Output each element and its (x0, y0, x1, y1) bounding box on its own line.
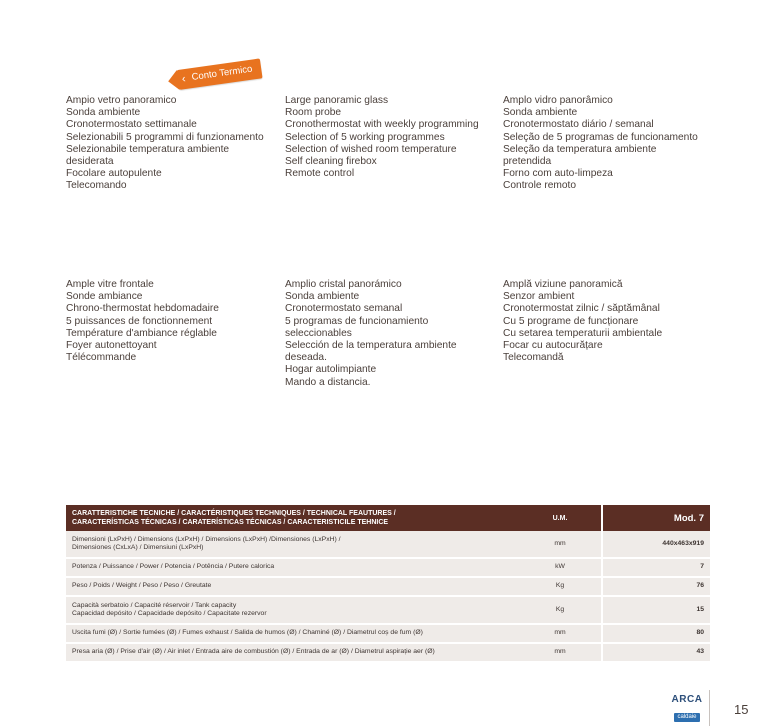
chevron-left-icon: ‹ (181, 72, 187, 86)
features-romanian (503, 279, 718, 364)
table-header-row (66, 505, 710, 531)
table-title (66, 505, 519, 531)
feature-item: Focolare autopulente (66, 168, 162, 180)
feature-item: Room probe (285, 107, 342, 119)
spec-value: 7 (602, 558, 710, 577)
feature-item: 5 programas de funcionamiento seleccionables (285, 315, 429, 339)
feature-item: Amplio cristal panorámico (285, 279, 402, 290)
table-title-line: CARATTERISTICHE TECNICHE / CARACTÉRISTIQUES TECHNIQUES / TECHNICAL FEAUTURES / (72, 510, 396, 517)
feature-item: Cronotermostato semanal (285, 303, 403, 315)
feature-item: Température d'ambiance réglable (66, 327, 217, 339)
feature-item: Self cleaning firebox (285, 156, 377, 168)
feature-item: Telecomando (66, 180, 127, 192)
model-column-header: Mod. 7 (602, 505, 710, 531)
features-french (66, 279, 281, 364)
feature-item: Sonda ambiente (285, 291, 360, 303)
spec-label: Peso / Poids / Weight / Peso / Peso / Greutate (66, 577, 519, 596)
feature-item: Chrono-thermostat hebdomadaire (66, 303, 219, 315)
feature-item: Mando a distancia. (285, 376, 371, 388)
spec-unit: kW (519, 558, 602, 577)
spec-label-line: Capacità serbatoio / Capacité réservoir / Tank capacity (72, 601, 237, 609)
feature-item: Selection of wished room temperature (285, 143, 457, 155)
spec-value: 80 (602, 624, 710, 643)
feature-item: Selección de la temperatura ambiente deseada. (285, 340, 457, 364)
logo-brand: ARCA (671, 694, 703, 705)
feature-item: Controle remoto (503, 180, 577, 192)
badge-label: Conto Termico (191, 63, 254, 84)
table-row (66, 596, 710, 624)
logo-subtitle: caldaie (674, 713, 699, 722)
feature-item: Telecomandă (503, 352, 564, 364)
features-italian (66, 95, 281, 193)
feature-item: Cronotermostato diário / semanal (503, 119, 654, 131)
spec-label-line: Dimensioni (LxPxH) / Dimensions (LxPxH) / Dimensions (LxPxH) /Dimensiones (LxPxH) / (72, 535, 341, 543)
spec-unit: mm (519, 643, 602, 662)
feature-item: Selection of 5 working programmes (285, 131, 445, 143)
features-portuguese (503, 95, 718, 193)
feature-item: Sonda ambiente (503, 107, 578, 119)
feature-item: Forno com auto-limpeza (503, 168, 613, 180)
technical-specs-table (66, 505, 710, 663)
feature-item: Ample vitre frontale (66, 279, 154, 290)
feature-item: Cu 5 programe de funcționare (503, 315, 639, 327)
feature-item: Large panoramic glass (285, 95, 389, 106)
footer-divider (709, 690, 710, 726)
arca-logo (670, 694, 704, 723)
feature-item: Remote control (285, 168, 355, 180)
feature-item: Amplo vidro panorâmico (503, 95, 613, 106)
feature-item: Sonda ambiente (66, 107, 141, 119)
feature-item: Seleção de 5 programas de funcionamento (503, 131, 698, 143)
feature-item: Ampio vetro panoramico (66, 95, 177, 106)
feature-item: Selezionabili 5 programmi di funzionamento (66, 131, 264, 143)
unit-column-header: U.M. (519, 505, 602, 531)
feature-item: 5 puissances de fonctionnement (66, 315, 213, 327)
table-row (66, 624, 710, 643)
spec-value: 15 (602, 596, 710, 624)
feature-item: Amplă viziune panoramică (503, 279, 623, 290)
spec-label: Potenza / Puissance / Power / Potencia / Potência / Putere calorica (66, 558, 519, 577)
feature-item: Cu setarea temperaturii ambientale (503, 327, 663, 339)
spec-unit: Kg (519, 577, 602, 596)
spec-value: 76 (602, 577, 710, 596)
features-english (285, 95, 500, 180)
feature-item: Foyer autonettoyant (66, 340, 157, 352)
feature-item: Senzor ambient (503, 291, 575, 303)
page-number: 15 (734, 702, 749, 717)
spec-unit: Kg (519, 596, 602, 624)
table-row (66, 643, 710, 662)
feature-item: Focar cu autocurățare (503, 340, 603, 352)
table-row (66, 531, 710, 558)
spec-unit: mm (519, 624, 602, 643)
spec-value: 43 (602, 643, 710, 662)
spec-unit: mm (519, 531, 602, 558)
feature-item: Télécommande (66, 352, 137, 364)
feature-item: Selezionabile temperatura ambiente desiderata (66, 143, 230, 168)
table-title-line: CARACTERÍSTICAS TÉCNICAS / CARATERÍSTICAS TÉCNICAS / CARACTERISTICILE TEHNICE (72, 519, 389, 526)
conto-termico-badge (177, 58, 263, 89)
table-row (66, 558, 710, 577)
feature-item: Cronotermostato settimanale (66, 119, 197, 131)
feature-item: Sonde ambiance (66, 291, 143, 303)
feature-item: Cronothermostat with weekly programming (285, 119, 479, 131)
spec-label: Presa aria (Ø) / Prise d'air (Ø) / Air inlet / Entrada aire de combustión (Ø) / Entrada de ar (Ø) / Diametrul aspirație aer (Ø) (66, 643, 519, 662)
feature-item: Cronotermostat zilnic / săptămânal (503, 303, 660, 315)
spec-label: Uscita fumi (Ø) / Sortie fumées (Ø) / Fumes exhaust / Salida de humos (Ø) / Chaminé (Ø) / Diametrul coș de fum (Ø) (66, 624, 519, 643)
spec-label (66, 596, 519, 624)
spec-label-line: Dimensiones (CxLxA) / Dimensiuni (LxPxH) (72, 544, 204, 551)
spec-label-line: Capacidad depósito / Capacidade depósito / Capacitate rezervor (72, 610, 267, 617)
spec-value: 440x463x919 (602, 531, 710, 558)
feature-item: Hogar autolimpiante (285, 364, 377, 376)
spec-label (66, 531, 519, 558)
features-spanish (285, 279, 500, 389)
table-row (66, 577, 710, 596)
feature-item: Seleção da temperatura ambiente pretendida (503, 143, 657, 168)
